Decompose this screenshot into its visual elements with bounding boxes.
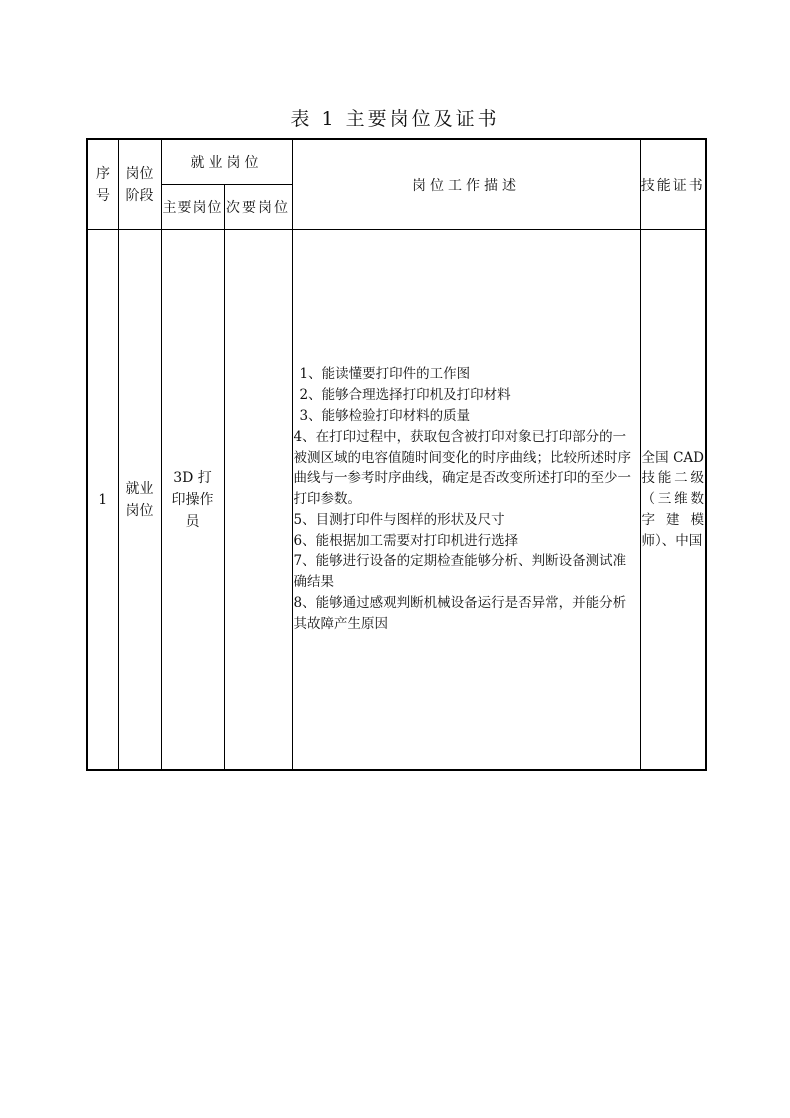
cell-stage: 就业岗位: [118, 230, 161, 771]
description-line: 8、能够通过感观判断机械设备运行是否异常，并能分析其故障产生原因: [293, 595, 627, 632]
positions-table: [86, 138, 707, 771]
cell-main-position: 3D 打印操作员: [161, 230, 224, 771]
description-line: 2、能够合理选择打印机及打印材料: [299, 387, 511, 404]
cell-secondary-position: [224, 230, 292, 771]
header-employment: 就业岗位: [161, 139, 292, 185]
table-title: 表 1 主要岗位及证书: [290, 108, 500, 130]
header-secondary-position: 次要岗位: [224, 185, 292, 230]
description-line: 5、目测打印件与图样的形状及尺寸: [293, 511, 505, 528]
cell-seq: 1: [87, 230, 118, 771]
header-seq: 序号: [87, 139, 118, 230]
table-row: [87, 230, 706, 771]
header-stage: 岗位阶段: [118, 139, 161, 230]
cell-certificate: 全国 CAD 技能二级（三维数字建模师）、中国: [640, 230, 706, 771]
header-main-position: 主要岗位: [161, 185, 224, 230]
description-line: 7、能够进行设备的定期检查能够分析、判断设备测试准确结果: [293, 553, 627, 591]
description-line: 3、能够检验打印材料的质量: [299, 407, 471, 424]
header-row: [87, 139, 706, 185]
description-line: 4、在打印过程中，获取包含被打印对象已打印部分的一被测区域的电容值随时间变化的时序曲线；比较所述时序曲线与一参考时序曲线，确定是否改变所述打印的至少一打印参数。: [293, 428, 631, 508]
header-certificate: 技能证书: [640, 139, 706, 230]
header-description: 岗位工作描述: [292, 139, 640, 230]
description-line: 1、能读懂要打印件的工作图: [299, 366, 471, 383]
description-line: 6、能根据加工需要对打印机进行选择: [293, 532, 519, 549]
cell-description: [292, 230, 640, 771]
